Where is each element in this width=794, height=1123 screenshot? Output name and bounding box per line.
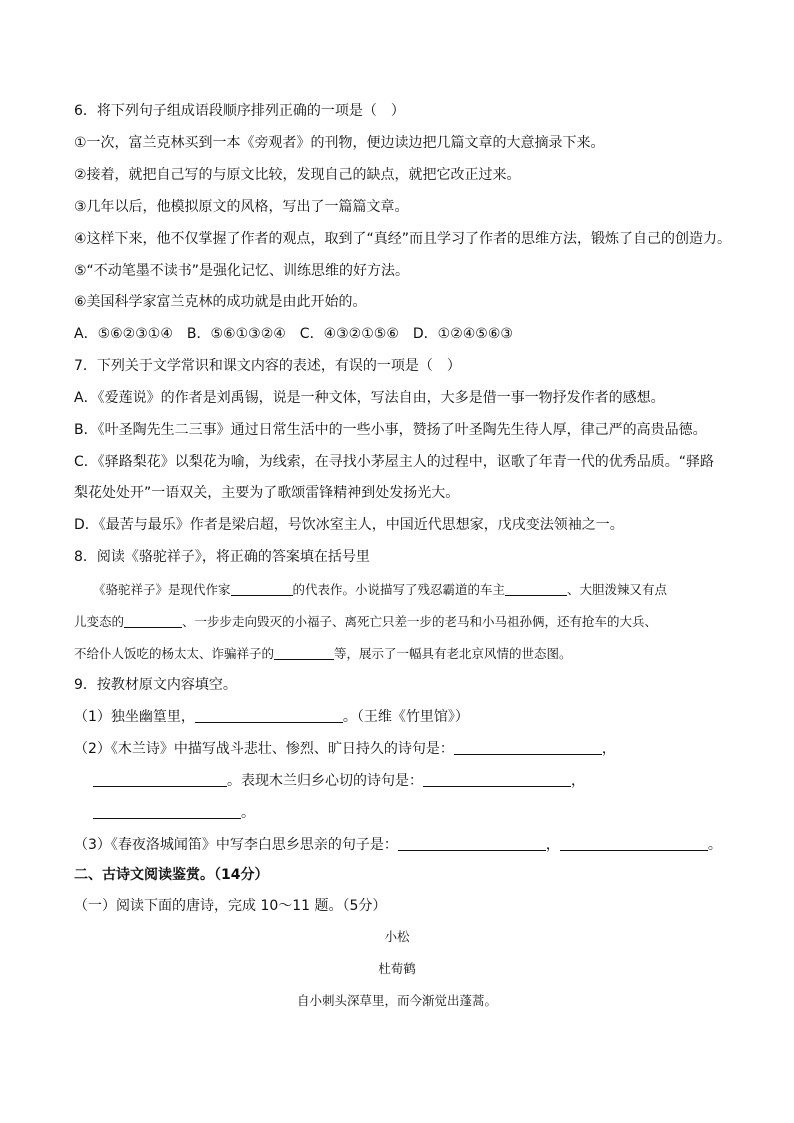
q9-text: 。（王维《竹里馆》） xyxy=(342,709,469,725)
q7-stem: 7．下列关于文学常识和课文内容的表述，有误的一项是（ ） xyxy=(74,358,461,374)
answer-blank[interactable] xyxy=(505,581,567,596)
q9-text: （1）独坐幽篁里， xyxy=(74,709,195,725)
q8-text: 等，展示了一幅具有老北京风情的世态图。 xyxy=(334,646,572,661)
answer-blank[interactable] xyxy=(423,772,571,787)
q9-text: ， xyxy=(601,741,616,757)
q9-item-2-end xyxy=(93,803,255,823)
q8-text: 、大胆泼辣又有点 xyxy=(567,582,668,597)
q8-text: 、一步步走向毁灭的小福子、离死亡只差一步的老马和小马祖孙俩，还有抢车的大兵、 xyxy=(182,614,658,629)
q7-option-a: A．《爱莲说》的作者是刘禹锡，说是一种文体，写法自由，大多是借一事一物抒发作者的感想。 xyxy=(74,390,665,406)
section-subheading: （一）阅读下面的唐诗，完成 10～11 题。（5分） xyxy=(74,898,387,914)
q9-text: ， xyxy=(545,837,560,853)
q7-option-c-line1: C．《驿路梨花》以梨花为喻，为线索，在寻找小茅屋主人的过程中，讴歌了年青一代的优秀品质。“驿路 xyxy=(74,454,715,470)
answer-blank[interactable] xyxy=(560,836,708,851)
q9-text: （2）《木兰诗》中描写战斗悲壮、惨烈、旷日持久的诗句是： xyxy=(74,741,454,757)
q6-stem: 6．将下列句子组成语段顺序排列正确的一项是（ ） xyxy=(74,103,405,119)
poem-line: 自小刺头深草里，而今渐觉出蓬蒿。 xyxy=(296,993,497,1008)
q8-text: 《骆驼祥子》是现代作家 xyxy=(93,582,231,597)
answer-blank[interactable] xyxy=(231,581,293,596)
q8-passage-line3 xyxy=(74,644,572,664)
q8-passage-line2 xyxy=(74,612,657,632)
q9-text: （3）《春夜洛城闻笛》中写李白思乡思亲的句子是： xyxy=(74,837,398,853)
q6-sentence-3: ③几年以后，他模拟原文的风格，写出了一篇篇文章。 xyxy=(74,199,409,215)
answer-blank[interactable] xyxy=(124,613,182,628)
q8-text: 的代表作。小说描写了残忍霸道的车主 xyxy=(292,582,506,597)
q6-options: A．⑤⑥②③①④ B．⑤⑥①③②④ C．④③②①⑤⑥ D．①②④⑤⑥③ xyxy=(74,326,513,342)
q9-item-2 xyxy=(74,739,616,759)
answer-blank[interactable] xyxy=(398,836,546,851)
q6-sentence-1: ①一次，富兰克林买到一本《旁观者》的刊物，便边读边把几篇文章的大意摘录下来。 xyxy=(74,135,605,151)
q6-sentence-6: ⑥美国科学家富兰克林的成功就是由此开始的。 xyxy=(74,294,367,310)
section-heading: 二、古诗文阅读鉴赏。（14分） xyxy=(74,867,269,883)
q8-text: 不给仆人饭吃的杨太太、诈骗祥子的 xyxy=(74,646,275,661)
q9-item-1 xyxy=(74,707,469,727)
q9-text: ， xyxy=(571,773,585,789)
answer-blank[interactable] xyxy=(195,708,343,723)
q7-option-b: B．《叶圣陶先生二三事》通过日常生活中的一些小事，赞扬了叶圣陶先生待人厚，律己严的高贵品德。 xyxy=(74,422,707,438)
q6-sentence-2: ②接着，就把自己写的与原文比较，发现自己的缺点，就把它改正过来。 xyxy=(74,167,521,183)
q8-stem: 8．阅读《骆驼祥子》，将正确的答案填在括号里 xyxy=(74,549,370,565)
answer-blank[interactable] xyxy=(93,804,241,819)
q9-text: 。表现木兰归乡心切的诗句是： xyxy=(227,773,423,789)
q8-text: 儿变态的 xyxy=(74,614,125,629)
q8-passage-line1 xyxy=(93,580,667,600)
answer-blank[interactable] xyxy=(274,645,334,660)
q9-text: 。 xyxy=(707,837,722,853)
q6-sentence-5: ⑤“不动笔墨不读书”是强化记忆、训练思维的好方法。 xyxy=(74,263,410,279)
q6-sentence-4: ④这样下来，他不仅掌握了作者的观点，取到了“真经”而且学习了作者的思维方法，锻炼了自己的创造力。 xyxy=(74,231,732,247)
q9-text: 。 xyxy=(241,805,255,821)
q9-item-2-cont xyxy=(93,771,585,791)
q9-stem: 9．按教材原文内容填空。 xyxy=(74,677,237,693)
q7-option-d: D．《最苦与最乐》作者是梁启超，号饮冰室主人，中国近代思想家，戊戌变法领袖之一。 xyxy=(74,517,624,533)
poem-title: 小松 xyxy=(384,929,410,944)
answer-blank[interactable] xyxy=(93,772,227,787)
answer-blank[interactable] xyxy=(454,740,602,755)
poem-author: 杜荀鹤 xyxy=(378,961,416,976)
q7-option-c-line2: 梨花处处开”一语双关，主要为了歌颂雷锋精神到处发扬光大。 xyxy=(74,485,460,501)
q9-item-3 xyxy=(74,835,722,855)
